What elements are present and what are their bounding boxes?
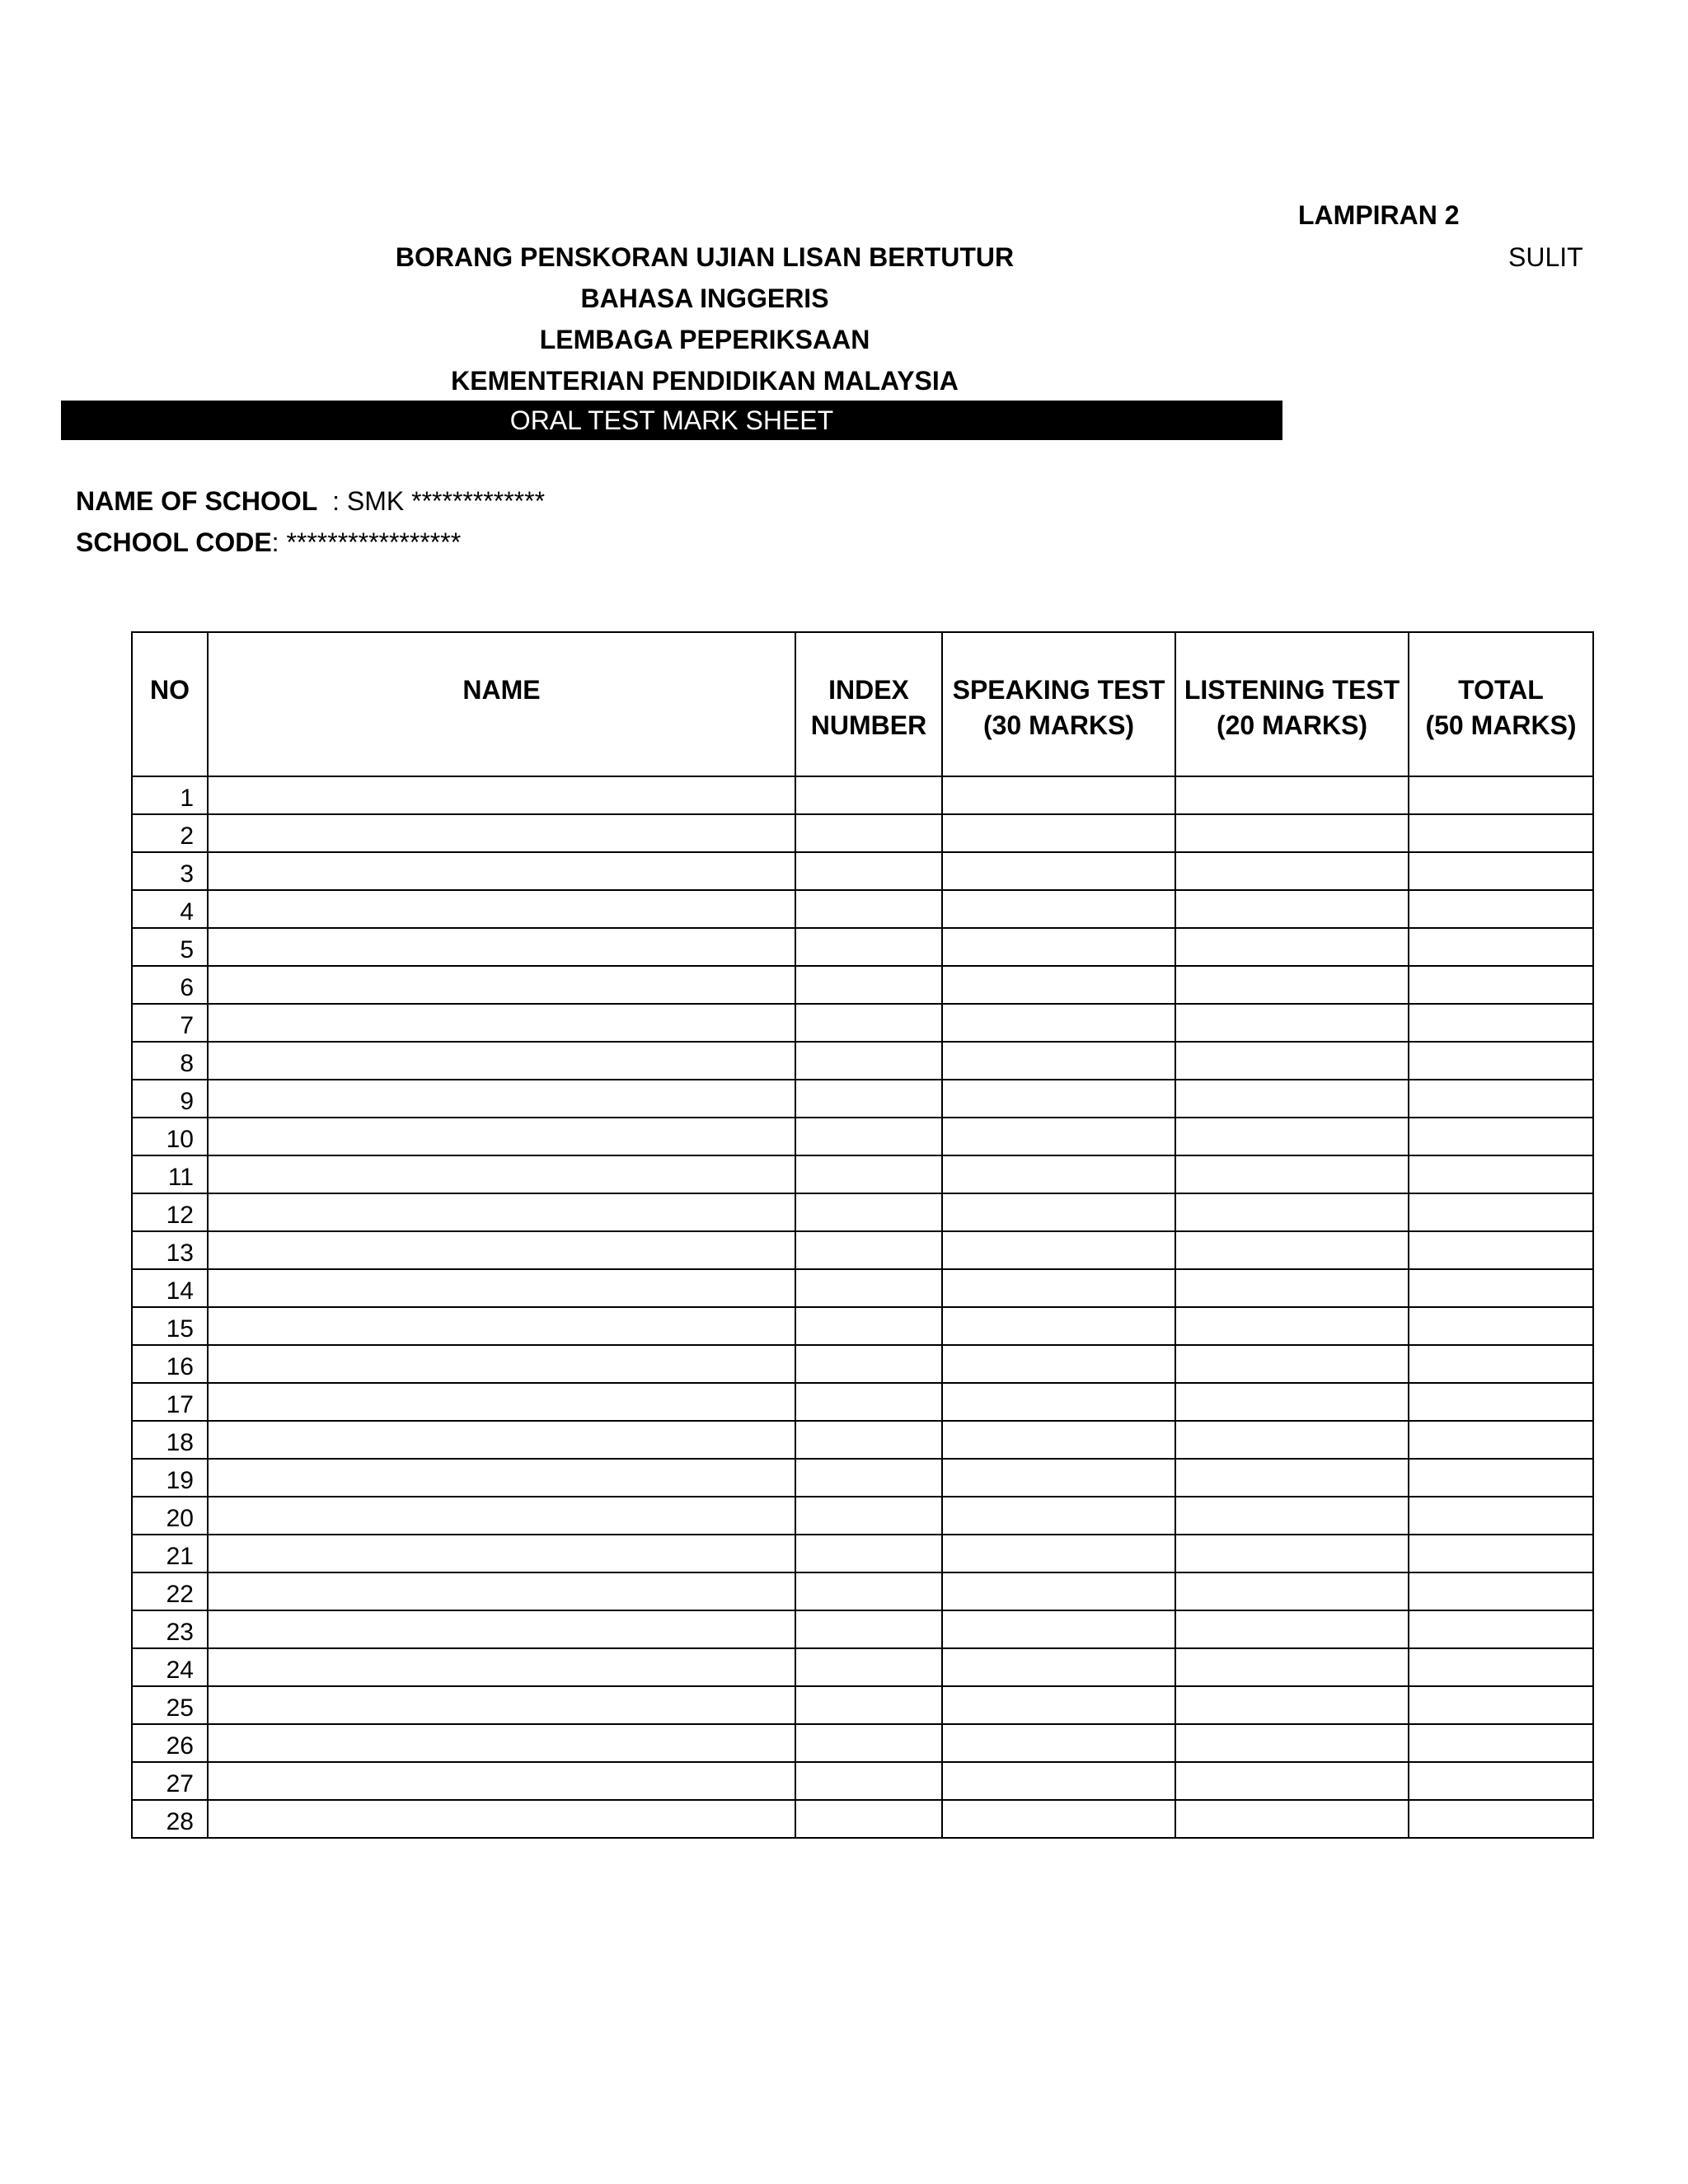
speaking-score-cell[interactable] <box>942 890 1175 928</box>
name-cell[interactable] <box>208 814 795 852</box>
listening-score-cell[interactable] <box>1175 1004 1409 1042</box>
name-cell[interactable] <box>208 1042 795 1080</box>
index-number-cell[interactable] <box>795 1686 942 1724</box>
speaking-score-cell[interactable] <box>942 814 1175 852</box>
column-header-no: NO <box>132 632 208 776</box>
school-name-label: NAME OF SCHOOL <box>76 486 318 516</box>
column-header-speaking-test: SPEAKING TEST (30 MARKS) <box>942 632 1175 776</box>
total-score-cell[interactable] <box>1409 1572 1593 1610</box>
total-score-cell[interactable] <box>1409 1307 1593 1345</box>
listening-score-cell[interactable] <box>1175 1118 1409 1155</box>
index-number-cell[interactable] <box>795 1497 942 1535</box>
marks-table <box>131 631 1594 1839</box>
speaking-score-cell[interactable] <box>942 1497 1175 1535</box>
name-cell[interactable] <box>208 1345 795 1383</box>
speaking-score-cell[interactable] <box>942 1231 1175 1269</box>
index-number-cell[interactable] <box>795 814 942 852</box>
table-row <box>132 1686 1593 1724</box>
column-header-listening-test: LISTENING TEST (20 MARKS) <box>1175 632 1409 776</box>
table-row <box>132 1155 1593 1193</box>
total-score-cell[interactable] <box>1409 1004 1593 1042</box>
total-score-cell[interactable] <box>1409 1155 1593 1193</box>
index-number-cell[interactable] <box>795 890 942 928</box>
total-score-cell[interactable] <box>1409 1042 1593 1080</box>
row-number: 16 <box>132 1345 208 1383</box>
speaking-score-cell[interactable] <box>942 776 1175 814</box>
table-header-row <box>132 632 1593 776</box>
total-score-cell[interactable] <box>1409 1535 1593 1572</box>
row-number: 20 <box>132 1497 208 1535</box>
form-title-line-2: BAHASA INGGERIS <box>580 284 829 313</box>
row-number: 1 <box>132 776 208 814</box>
confidential-label: SULIT <box>1508 242 1583 272</box>
name-cell[interactable] <box>208 1004 795 1042</box>
attachment-label: LAMPIRAN 2 <box>1298 200 1460 230</box>
name-cell[interactable] <box>208 1572 795 1610</box>
table-row <box>132 1118 1593 1155</box>
total-score-cell[interactable] <box>1409 1383 1593 1421</box>
row-number: 8 <box>132 1042 208 1080</box>
speaking-score-cell[interactable] <box>942 1345 1175 1383</box>
table-row <box>132 1459 1593 1497</box>
table-row <box>132 1497 1593 1535</box>
row-number: 14 <box>132 1269 208 1307</box>
name-cell[interactable] <box>208 1307 795 1345</box>
index-number-cell[interactable] <box>795 1572 942 1610</box>
speaking-score-cell[interactable] <box>942 1042 1175 1080</box>
speaking-score-cell[interactable] <box>942 1155 1175 1193</box>
name-cell[interactable] <box>208 1497 795 1535</box>
table-row <box>132 1800 1593 1838</box>
speaking-score-cell[interactable] <box>942 1724 1175 1762</box>
speaking-score-cell[interactable] <box>942 1535 1175 1572</box>
column-header-total: TOTAL (50 MARKS) <box>1409 632 1593 776</box>
index-number-cell[interactable] <box>795 1269 942 1307</box>
table-row <box>132 1383 1593 1421</box>
form-title-line-3: LEMBAGA PEPERIKSAAN <box>539 325 870 354</box>
total-score-cell[interactable] <box>1409 1345 1593 1383</box>
table-row <box>132 890 1593 928</box>
speaking-score-cell[interactable] <box>942 1421 1175 1459</box>
name-cell[interactable] <box>208 890 795 928</box>
listening-score-cell[interactable] <box>1175 1535 1409 1572</box>
listening-score-cell[interactable] <box>1175 776 1409 814</box>
total-score-cell[interactable] <box>1409 1193 1593 1231</box>
name-cell[interactable] <box>208 1383 795 1421</box>
total-score-cell[interactable] <box>1409 1648 1593 1686</box>
listening-score-cell[interactable] <box>1175 1155 1409 1193</box>
listening-score-cell[interactable] <box>1175 1497 1409 1535</box>
speaking-score-cell[interactable] <box>942 852 1175 890</box>
total-score-cell[interactable] <box>1409 852 1593 890</box>
total-score-cell[interactable] <box>1409 1610 1593 1648</box>
school-code-label: SCHOOL CODE <box>76 527 272 557</box>
listening-score-cell[interactable] <box>1175 1572 1409 1610</box>
total-score-cell[interactable] <box>1409 966 1593 1004</box>
table-row <box>132 1648 1593 1686</box>
index-number-cell[interactable] <box>795 1080 942 1118</box>
row-number: 3 <box>132 852 208 890</box>
name-cell[interactable] <box>208 966 795 1004</box>
index-number-cell[interactable] <box>795 1231 942 1269</box>
index-number-cell[interactable] <box>795 928 942 966</box>
index-number-cell[interactable] <box>795 1535 942 1572</box>
table-row <box>132 1724 1593 1762</box>
name-cell[interactable] <box>208 1269 795 1307</box>
listening-score-cell[interactable] <box>1175 1686 1409 1724</box>
row-number: 13 <box>132 1231 208 1269</box>
name-cell[interactable] <box>208 928 795 966</box>
row-number: 28 <box>132 1800 208 1838</box>
listening-score-cell[interactable] <box>1175 1345 1409 1383</box>
name-cell[interactable] <box>208 1080 795 1118</box>
form-title-line-4: KEMENTERIAN PENDIDIKAN MALAYSIA <box>451 366 959 396</box>
index-number-cell[interactable] <box>795 776 942 814</box>
row-number: 18 <box>132 1421 208 1459</box>
row-number: 17 <box>132 1383 208 1421</box>
listening-score-cell[interactable] <box>1175 1724 1409 1762</box>
row-number: 25 <box>132 1686 208 1724</box>
table-row <box>132 1269 1593 1307</box>
table-row <box>132 928 1593 966</box>
speaking-score-cell[interactable] <box>942 1648 1175 1686</box>
speaking-score-cell[interactable] <box>942 1800 1175 1838</box>
name-cell[interactable] <box>208 1421 795 1459</box>
speaking-score-cell[interactable] <box>942 1459 1175 1497</box>
table-row <box>132 1004 1593 1042</box>
listening-score-cell[interactable] <box>1175 1193 1409 1231</box>
name-cell[interactable] <box>208 1724 795 1762</box>
row-number: 9 <box>132 1080 208 1118</box>
row-number: 24 <box>132 1648 208 1686</box>
index-number-cell[interactable] <box>795 1307 942 1345</box>
name-cell[interactable] <box>208 1118 795 1155</box>
speaking-score-cell[interactable] <box>942 1572 1175 1610</box>
name-cell[interactable] <box>208 1762 795 1800</box>
listening-score-cell[interactable] <box>1175 1231 1409 1269</box>
listening-score-cell[interactable] <box>1175 1269 1409 1307</box>
table-row <box>132 1762 1593 1800</box>
listening-score-cell[interactable] <box>1175 1459 1409 1497</box>
column-header-index-number: INDEX NUMBER <box>795 632 942 776</box>
speaking-score-cell[interactable] <box>942 1269 1175 1307</box>
speaking-score-cell[interactable] <box>942 1080 1175 1118</box>
total-score-cell[interactable] <box>1409 1800 1593 1838</box>
name-cell[interactable] <box>208 1535 795 1572</box>
total-score-cell[interactable] <box>1409 1080 1593 1118</box>
listening-score-cell[interactable] <box>1175 1762 1409 1800</box>
table-row <box>132 1345 1593 1383</box>
banner-text: ORAL TEST MARK SHEET <box>509 405 834 435</box>
table-row <box>132 1421 1593 1459</box>
name-cell[interactable] <box>208 776 795 814</box>
row-number: 22 <box>132 1572 208 1610</box>
index-number-cell[interactable] <box>795 1459 942 1497</box>
table-row <box>132 1572 1593 1610</box>
total-score-cell[interactable] <box>1409 1724 1593 1762</box>
row-number: 4 <box>132 890 208 928</box>
row-number: 12 <box>132 1193 208 1231</box>
name-cell[interactable] <box>208 1800 795 1838</box>
form-title-line-1: BORANG PENSKORAN UJIAN LISAN BERTUTUR <box>395 242 1015 272</box>
speaking-score-cell[interactable] <box>942 1193 1175 1231</box>
row-number: 7 <box>132 1004 208 1042</box>
name-cell[interactable] <box>208 1231 795 1269</box>
listening-score-cell[interactable] <box>1175 928 1409 966</box>
school-code-value: : ***************** <box>271 527 462 557</box>
table-row <box>132 852 1593 890</box>
name-cell[interactable] <box>208 1193 795 1231</box>
school-name-line <box>76 486 545 517</box>
listening-score-cell[interactable] <box>1175 1307 1409 1345</box>
row-number: 10 <box>132 1118 208 1155</box>
name-cell[interactable] <box>208 1610 795 1648</box>
index-number-cell[interactable] <box>795 1042 942 1080</box>
table-row <box>132 1307 1593 1345</box>
school-name-value: : SMK ************* <box>317 486 546 516</box>
table-row <box>132 966 1593 1004</box>
listening-score-cell[interactable] <box>1175 852 1409 890</box>
index-number-cell[interactable] <box>795 966 942 1004</box>
speaking-score-cell[interactable] <box>942 1610 1175 1648</box>
total-score-cell[interactable] <box>1409 1686 1593 1724</box>
listening-score-cell[interactable] <box>1175 1042 1409 1080</box>
index-number-cell[interactable] <box>795 1118 942 1155</box>
listening-score-cell[interactable] <box>1175 966 1409 1004</box>
table-row <box>132 776 1593 814</box>
table-row <box>132 1193 1593 1231</box>
speaking-score-cell[interactable] <box>942 1118 1175 1155</box>
index-number-cell[interactable] <box>795 1648 942 1686</box>
table-row <box>132 1535 1593 1572</box>
total-score-cell[interactable] <box>1409 928 1593 966</box>
row-number: 11 <box>132 1155 208 1193</box>
total-score-cell[interactable] <box>1409 814 1593 852</box>
total-score-cell[interactable] <box>1409 1421 1593 1459</box>
index-number-cell[interactable] <box>795 1155 942 1193</box>
table-row <box>132 1042 1593 1080</box>
row-number: 15 <box>132 1307 208 1345</box>
speaking-score-cell[interactable] <box>942 1004 1175 1042</box>
total-score-cell[interactable] <box>1409 1762 1593 1800</box>
listening-score-cell[interactable] <box>1175 890 1409 928</box>
table-row <box>132 814 1593 852</box>
row-number: 5 <box>132 928 208 966</box>
table-row <box>132 1080 1593 1118</box>
total-score-cell[interactable] <box>1409 776 1593 814</box>
total-score-cell[interactable] <box>1409 1118 1593 1155</box>
name-cell[interactable] <box>208 1686 795 1724</box>
row-number: 21 <box>132 1535 208 1572</box>
name-cell[interactable] <box>208 1648 795 1686</box>
listening-score-cell[interactable] <box>1175 1080 1409 1118</box>
speaking-score-cell[interactable] <box>942 1762 1175 1800</box>
speaking-score-cell[interactable] <box>942 966 1175 1004</box>
table-row <box>132 1231 1593 1269</box>
row-number: 2 <box>132 814 208 852</box>
index-number-cell[interactable] <box>795 1421 942 1459</box>
listening-score-cell[interactable] <box>1175 1383 1409 1421</box>
row-number: 6 <box>132 966 208 1004</box>
mark-sheet-banner <box>61 401 1282 440</box>
name-cell[interactable] <box>208 852 795 890</box>
index-number-cell[interactable] <box>795 1004 942 1042</box>
speaking-score-cell[interactable] <box>942 928 1175 966</box>
speaking-score-cell[interactable] <box>942 1686 1175 1724</box>
school-code-line <box>76 527 461 558</box>
listening-score-cell[interactable] <box>1175 1648 1409 1686</box>
index-number-cell[interactable] <box>795 1383 942 1421</box>
index-number-cell[interactable] <box>795 1610 942 1648</box>
index-number-cell[interactable] <box>795 1800 942 1838</box>
row-number: 27 <box>132 1762 208 1800</box>
row-number: 19 <box>132 1459 208 1497</box>
name-cell[interactable] <box>208 1155 795 1193</box>
speaking-score-cell[interactable] <box>942 1383 1175 1421</box>
row-number: 26 <box>132 1724 208 1762</box>
total-score-cell[interactable] <box>1409 1269 1593 1307</box>
total-score-cell[interactable] <box>1409 890 1593 928</box>
speaking-score-cell[interactable] <box>942 1307 1175 1345</box>
index-number-cell[interactable] <box>795 1345 942 1383</box>
listening-score-cell[interactable] <box>1175 814 1409 852</box>
listening-score-cell[interactable] <box>1175 1421 1409 1459</box>
total-score-cell[interactable] <box>1409 1497 1593 1535</box>
listening-score-cell[interactable] <box>1175 1800 1409 1838</box>
name-cell[interactable] <box>208 1459 795 1497</box>
row-number: 23 <box>132 1610 208 1648</box>
index-number-cell[interactable] <box>795 1724 942 1762</box>
index-number-cell[interactable] <box>795 1193 942 1231</box>
column-header-name: NAME <box>208 632 795 776</box>
index-number-cell[interactable] <box>795 1762 942 1800</box>
total-score-cell[interactable] <box>1409 1231 1593 1269</box>
listening-score-cell[interactable] <box>1175 1610 1409 1648</box>
table-row <box>132 1610 1593 1648</box>
total-score-cell[interactable] <box>1409 1459 1593 1497</box>
index-number-cell[interactable] <box>795 852 942 890</box>
